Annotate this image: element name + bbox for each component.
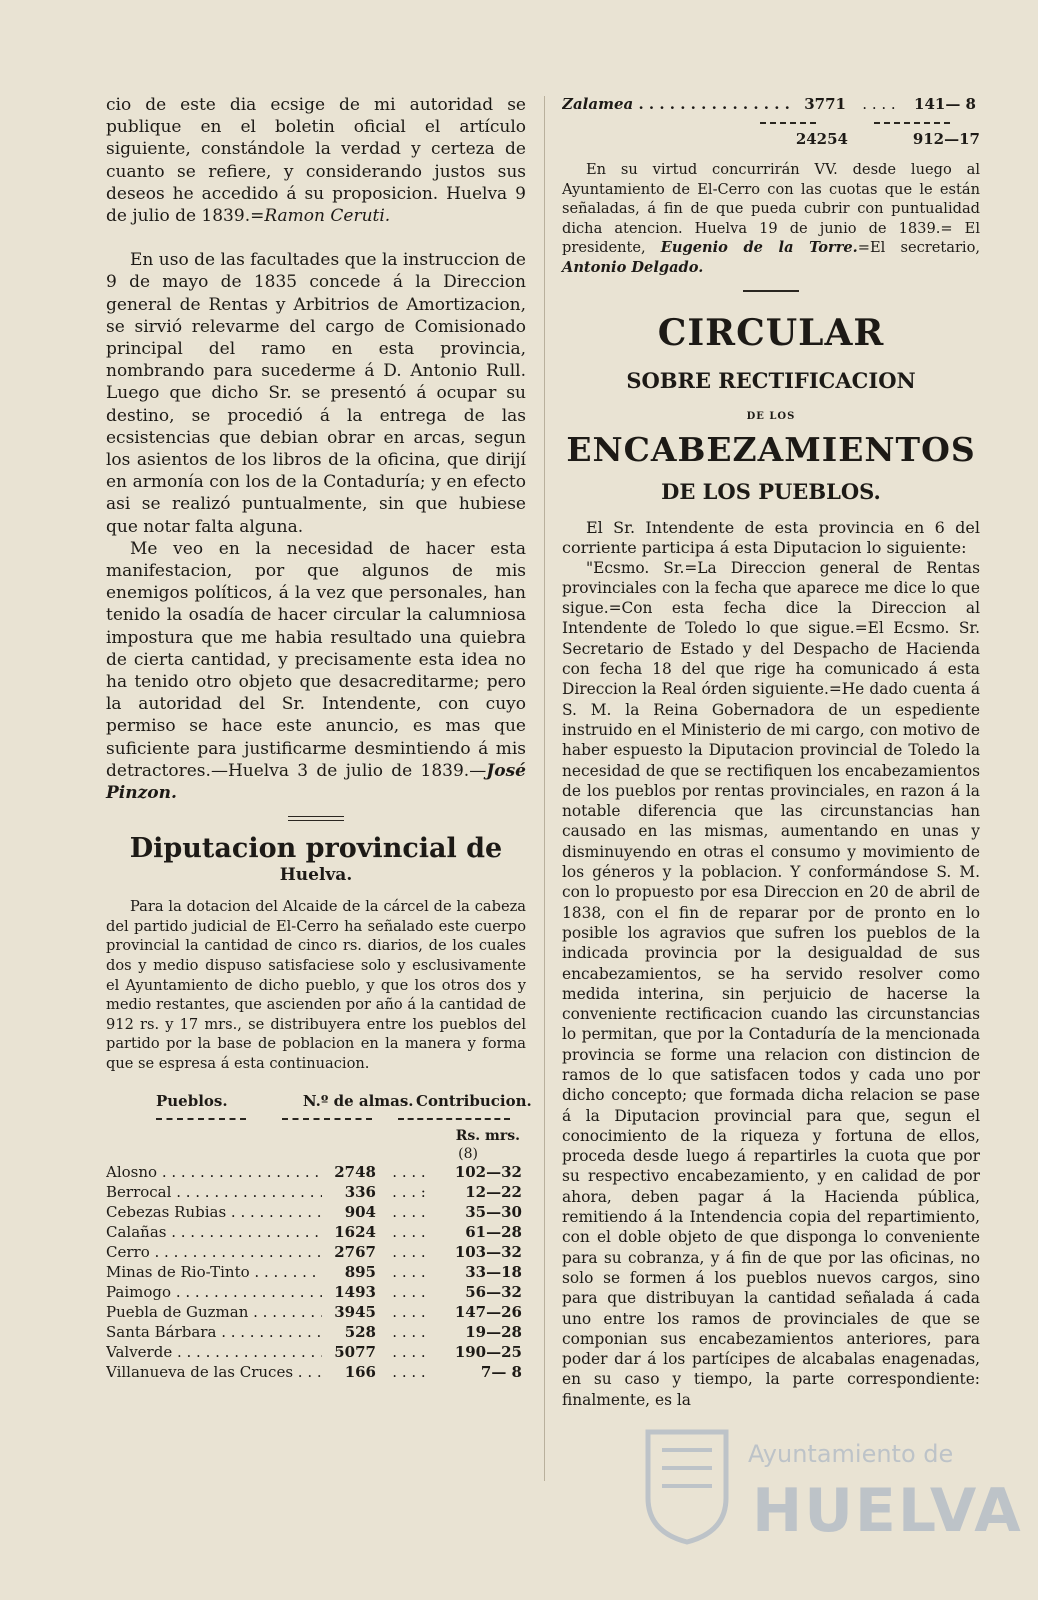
col-header-contrib: Contribucion. <box>416 1091 532 1110</box>
section-separator <box>288 816 344 821</box>
total-pop: 24254 <box>795 130 848 148</box>
circular-subtitle-4: DE LOS PUEBLOS. <box>661 478 881 504</box>
table-row <box>106 1162 526 1182</box>
row-contrib: 12—22 <box>465 1182 522 1201</box>
dotacion-paragraph: Para la dotacion del Alcaide de la cárcel de la cabeza del partido judicial de El-Cerro ha señalado este cuerpo provincial la cantidad de cinco rs. diarios, de los cuales dos y medio dispuso satisfaciese solo y esclusivamente el Ayuntamiento de dicho pueblo, y que los otros dos y medio restantes, que ascienden por año á la cantidad de 912 rs. y 17 mrs., se distribuyera entre los pueblos del partido por la base de poblacion en la manera y forma que se espresa á esta continuacion. <box>106 898 526 1073</box>
dash-rule-pop <box>760 122 816 126</box>
notice-paragraph-2: En uso de las facultades que la instruccion de 9 de mayo de 1835 concede á la Direccion general de Rentas y Arbitrios de Amortizacion, se sirvió relevarme del cargo de Comisionado principal del ramo en esta provincia, nombrando para sucederme á D. Antonio Rull. Luego que dicho Sr. se presentó á ocupar su destino, se procedió á la entrega de las ecsistencias que debian obrar en arcas, segun los asientos de los libros de la oficina, que dirijí en armonía con los de la Contaduría; y en efecto asi se realizó puntualmente, sin que hubiese que notar falta alguna. <box>106 250 526 537</box>
row-dots: . . . . <box>392 1282 426 1301</box>
row-pop: 1624 <box>334 1222 376 1241</box>
notice-paragraph-3 <box>106 538 526 804</box>
table-row <box>106 1202 526 1222</box>
table-row <box>106 1242 526 1262</box>
section-subtitle: Huelva. <box>279 865 353 886</box>
virtud-paragraph <box>562 160 980 278</box>
row-contrib: 35—30 <box>465 1202 522 1221</box>
circular-subtitle-1: SOBRE RECTIFICACION <box>626 367 916 393</box>
president-name: Eugenio de la Torre. <box>660 239 858 257</box>
virtud-text: En su virtud concurrirán VV. desde luego al Ayuntamiento de El-Cerro con las cuotas que le están señaladas, á fin de que pueda cubrir con puntualidad dicha atencion. Huelva 19 de junio de 1839.= El presidente, <box>562 161 980 257</box>
row-name: Villanueva de las Cruces . . . <box>106 1362 322 1382</box>
table-row-zalamea <box>562 94 980 114</box>
population-table <box>106 1162 526 1382</box>
table-header <box>106 1091 532 1110</box>
table-row <box>106 1362 526 1382</box>
circular-title: CIRCULAR <box>657 311 885 354</box>
totals-row <box>562 130 980 148</box>
row-dots: . . . . <box>392 1222 426 1241</box>
row-name: Cerro . . . <box>106 1242 322 1262</box>
column-divider <box>544 96 545 1481</box>
row-name: Berrocal . . . <box>106 1182 322 1202</box>
notice-text-1: cio de este dia ecsige de mi autoridad se publique en el boletin oficial el artículo siguiente, constándole la verdad y certeza de cuanto se refiere, y considerando justos sus deseos he accedido á su proposicion. Huelva 9 de julio de 1839.= <box>106 95 526 227</box>
watermark-logo <box>628 1418 1023 1568</box>
row-contrib: 7— 8 <box>480 1362 522 1381</box>
watermark-line-2: HUELVA <box>752 1476 1023 1546</box>
row-dots: . . . . <box>392 1342 426 1361</box>
left-column <box>106 94 532 1382</box>
row-name: Alosno . . . <box>106 1162 322 1182</box>
row-pop: 5077 <box>334 1342 376 1361</box>
row-contrib: 103—32 <box>454 1242 522 1261</box>
right-column <box>562 94 980 1410</box>
col-header-pueblos: Pueblos. <box>156 1091 228 1110</box>
notice-paragraph-1 <box>106 94 526 227</box>
circular-separator <box>743 290 799 292</box>
table-row <box>106 1322 526 1342</box>
shield-icon <box>644 1428 730 1546</box>
table-note: (8) <box>458 1145 478 1162</box>
row-dots: . . . . <box>392 1162 426 1181</box>
row-name: Zalamea . . . <box>562 94 792 114</box>
row-pop: 895 <box>344 1262 376 1281</box>
row-contrib: 102—32 <box>454 1162 522 1181</box>
dash-rule-3 <box>398 1118 510 1122</box>
row-pop: 904 <box>344 1202 376 1221</box>
table-row <box>106 1222 526 1242</box>
col-header-almas: N.º de almas. <box>302 1091 414 1110</box>
section-title: Diputacion provincial de <box>129 833 503 865</box>
row-dots: . . . . <box>392 1362 426 1381</box>
row-dots: . . . . <box>862 95 896 113</box>
row-name: Calañas . . . <box>106 1222 322 1242</box>
dash-rule-contrib <box>874 122 950 126</box>
row-contrib: 147—26 <box>454 1302 522 1321</box>
watermark-line-1: Ayuntamiento de <box>748 1440 954 1468</box>
row-contrib: 33—18 <box>465 1262 522 1281</box>
table-row <box>106 1262 526 1282</box>
row-pop: 2748 <box>334 1162 376 1181</box>
dash-rule-1 <box>156 1118 246 1122</box>
total-contrib: 912—17 <box>912 130 980 148</box>
circular-subtitle-2: DE LOS <box>746 410 796 422</box>
table-header-rule <box>106 1118 526 1122</box>
row-name: Santa Bárbara . . . <box>106 1322 322 1342</box>
totals-rule <box>562 122 980 126</box>
table-row <box>106 1282 526 1302</box>
row-contrib: 56—32 <box>465 1282 522 1301</box>
row-name: Puebla de Guzman . . . <box>106 1302 322 1322</box>
row-contrib: 61—28 <box>465 1222 522 1241</box>
row-pop: 3771 <box>804 95 846 113</box>
row-contrib: 190—25 <box>454 1342 522 1361</box>
row-name: Minas de Rio-Tinto . . . <box>106 1262 322 1282</box>
row-pop: 166 <box>344 1362 376 1381</box>
signature-pinzon: José Pinzon. <box>106 760 526 804</box>
row-contrib: 19—28 <box>465 1322 522 1341</box>
row-dots: . . . . <box>392 1302 426 1321</box>
table-row <box>106 1342 526 1362</box>
row-contrib: 141— 8 <box>914 95 976 113</box>
row-pop: 336 <box>344 1182 376 1201</box>
table-units: Rs. mrs. <box>455 1127 520 1144</box>
circular-subtitle-3: ENCABEZAMIENTOS <box>566 429 976 469</box>
row-name: Cebezas Rubias . . . <box>106 1202 322 1222</box>
intendente-paragraph: El Sr. Intendente de esta provincia en 6 del corriente participa á esta Diputacion lo siguiente: <box>562 517 980 557</box>
dash-rule-2 <box>282 1118 372 1122</box>
row-pop: 3945 <box>334 1302 376 1321</box>
row-name: Paimogo . . . <box>106 1282 322 1302</box>
row-dots: . . . : <box>392 1182 426 1201</box>
row-dots: . . . . <box>392 1202 426 1221</box>
signature-ceruti: Ramon Ceruti. <box>264 206 391 227</box>
row-pop: 1493 <box>334 1282 376 1301</box>
row-pop: 2767 <box>334 1242 376 1261</box>
notice-text-3: Me veo en la necesidad de hacer esta manifestacion, por que algunos de mis enemigos políticos, á la vez que personales, han tenido la osadía de hacer circular la calumniosa impostura que me habia resultado una quiebra de cierta cantidad, y precisamente esta idea no ha tenido otro objeto que desacreditarme; pero la autoridad del Sr. Intendente, con cuyo permiso se hace este anuncio, es mas que suficiente para justificarme desmintiendo á mis detractores.—Huelva 3 de julio de 1839.— <box>106 538 526 781</box>
row-dots: . . . . <box>392 1242 426 1261</box>
row-pop: 528 <box>344 1322 376 1341</box>
secretary-name: Antonio Delgado. <box>562 258 704 276</box>
row-dots: . . . . <box>392 1262 426 1281</box>
table-row <box>106 1182 526 1202</box>
real-orden-paragraph: "Ecsmo. Sr.=La Direccion general de Rentas provinciales con la fecha que aparece me dice lo que sigue.=Con esta fecha dice la Direccion al Intendente de Toledo lo que sigue.=El Ecsmo. Sr. Secretario de Estado y del Despacho de Hacienda con fecha 18 del que rige ha comunicado á esta Direccion la Real órden siguiente.=He dado cuenta á S. M. la Reina Gobernadora de un espediente instruido en el Ministerio de mi cargo, con motivo de haber espuesto la Diputacion provincial de Toledo la necesidad de que se rectifiquen los encabezamientos de los pueblos por rentas provinciales, en razon á la notable diferencia que las circunstancias han causado en las mismas, aumentando en unas y disminuyendo en otras el consumo y movimiento de los géneros y la poblacion. Y conformándose S. M. con lo propuesto por esa Direccion en 20 de abril de 1838, con el fin de reparar por de pronto en lo posible los agravios que sufren los pueblos de la indicada provincia por la desigualdad de sus encabezamientos, se ha servido resolver como medida interina, sin perjuicio de hacerse la conveniente rectificacion cuando las circunstancias lo permitan, que por la Contaduría de la mencionada provincia se forme una relacion con distincion de ramos de lo que satisfacen todos y cada uno por dicho concepto; que formada dicha relacion se pase á la Diputacion provincial para que, segun el conocimiento de la riqueza y fortuna de ellos, proceda desde luego á repartirles la cuota que por su respectivo encabezamiento, y en calidad de por ahora, deben pagar á la Hacienda pública, remitiendo á la Intendencia copia del repartimiento, con el doble objeto de que disponga lo conveniente para su cobranza, y á fin de que por las oficinas, no solo se formen á los pueblos nuevos cargos, sino para que distribuyan la cantidad señalada á cada uno entre los ramos de provinciales de que se componian sus encabezamientos anteriores, para poder dar á los partícipes de alcabalas enagenadas, en su caso y tiempo, la parte correspondiente: finalmente, es la <box>562 558 980 1409</box>
secretary-label: =El secretario, <box>857 239 981 257</box>
table-row <box>106 1302 526 1322</box>
row-name: Valverde . . . <box>106 1342 322 1362</box>
row-dots: . . . . <box>392 1322 426 1341</box>
